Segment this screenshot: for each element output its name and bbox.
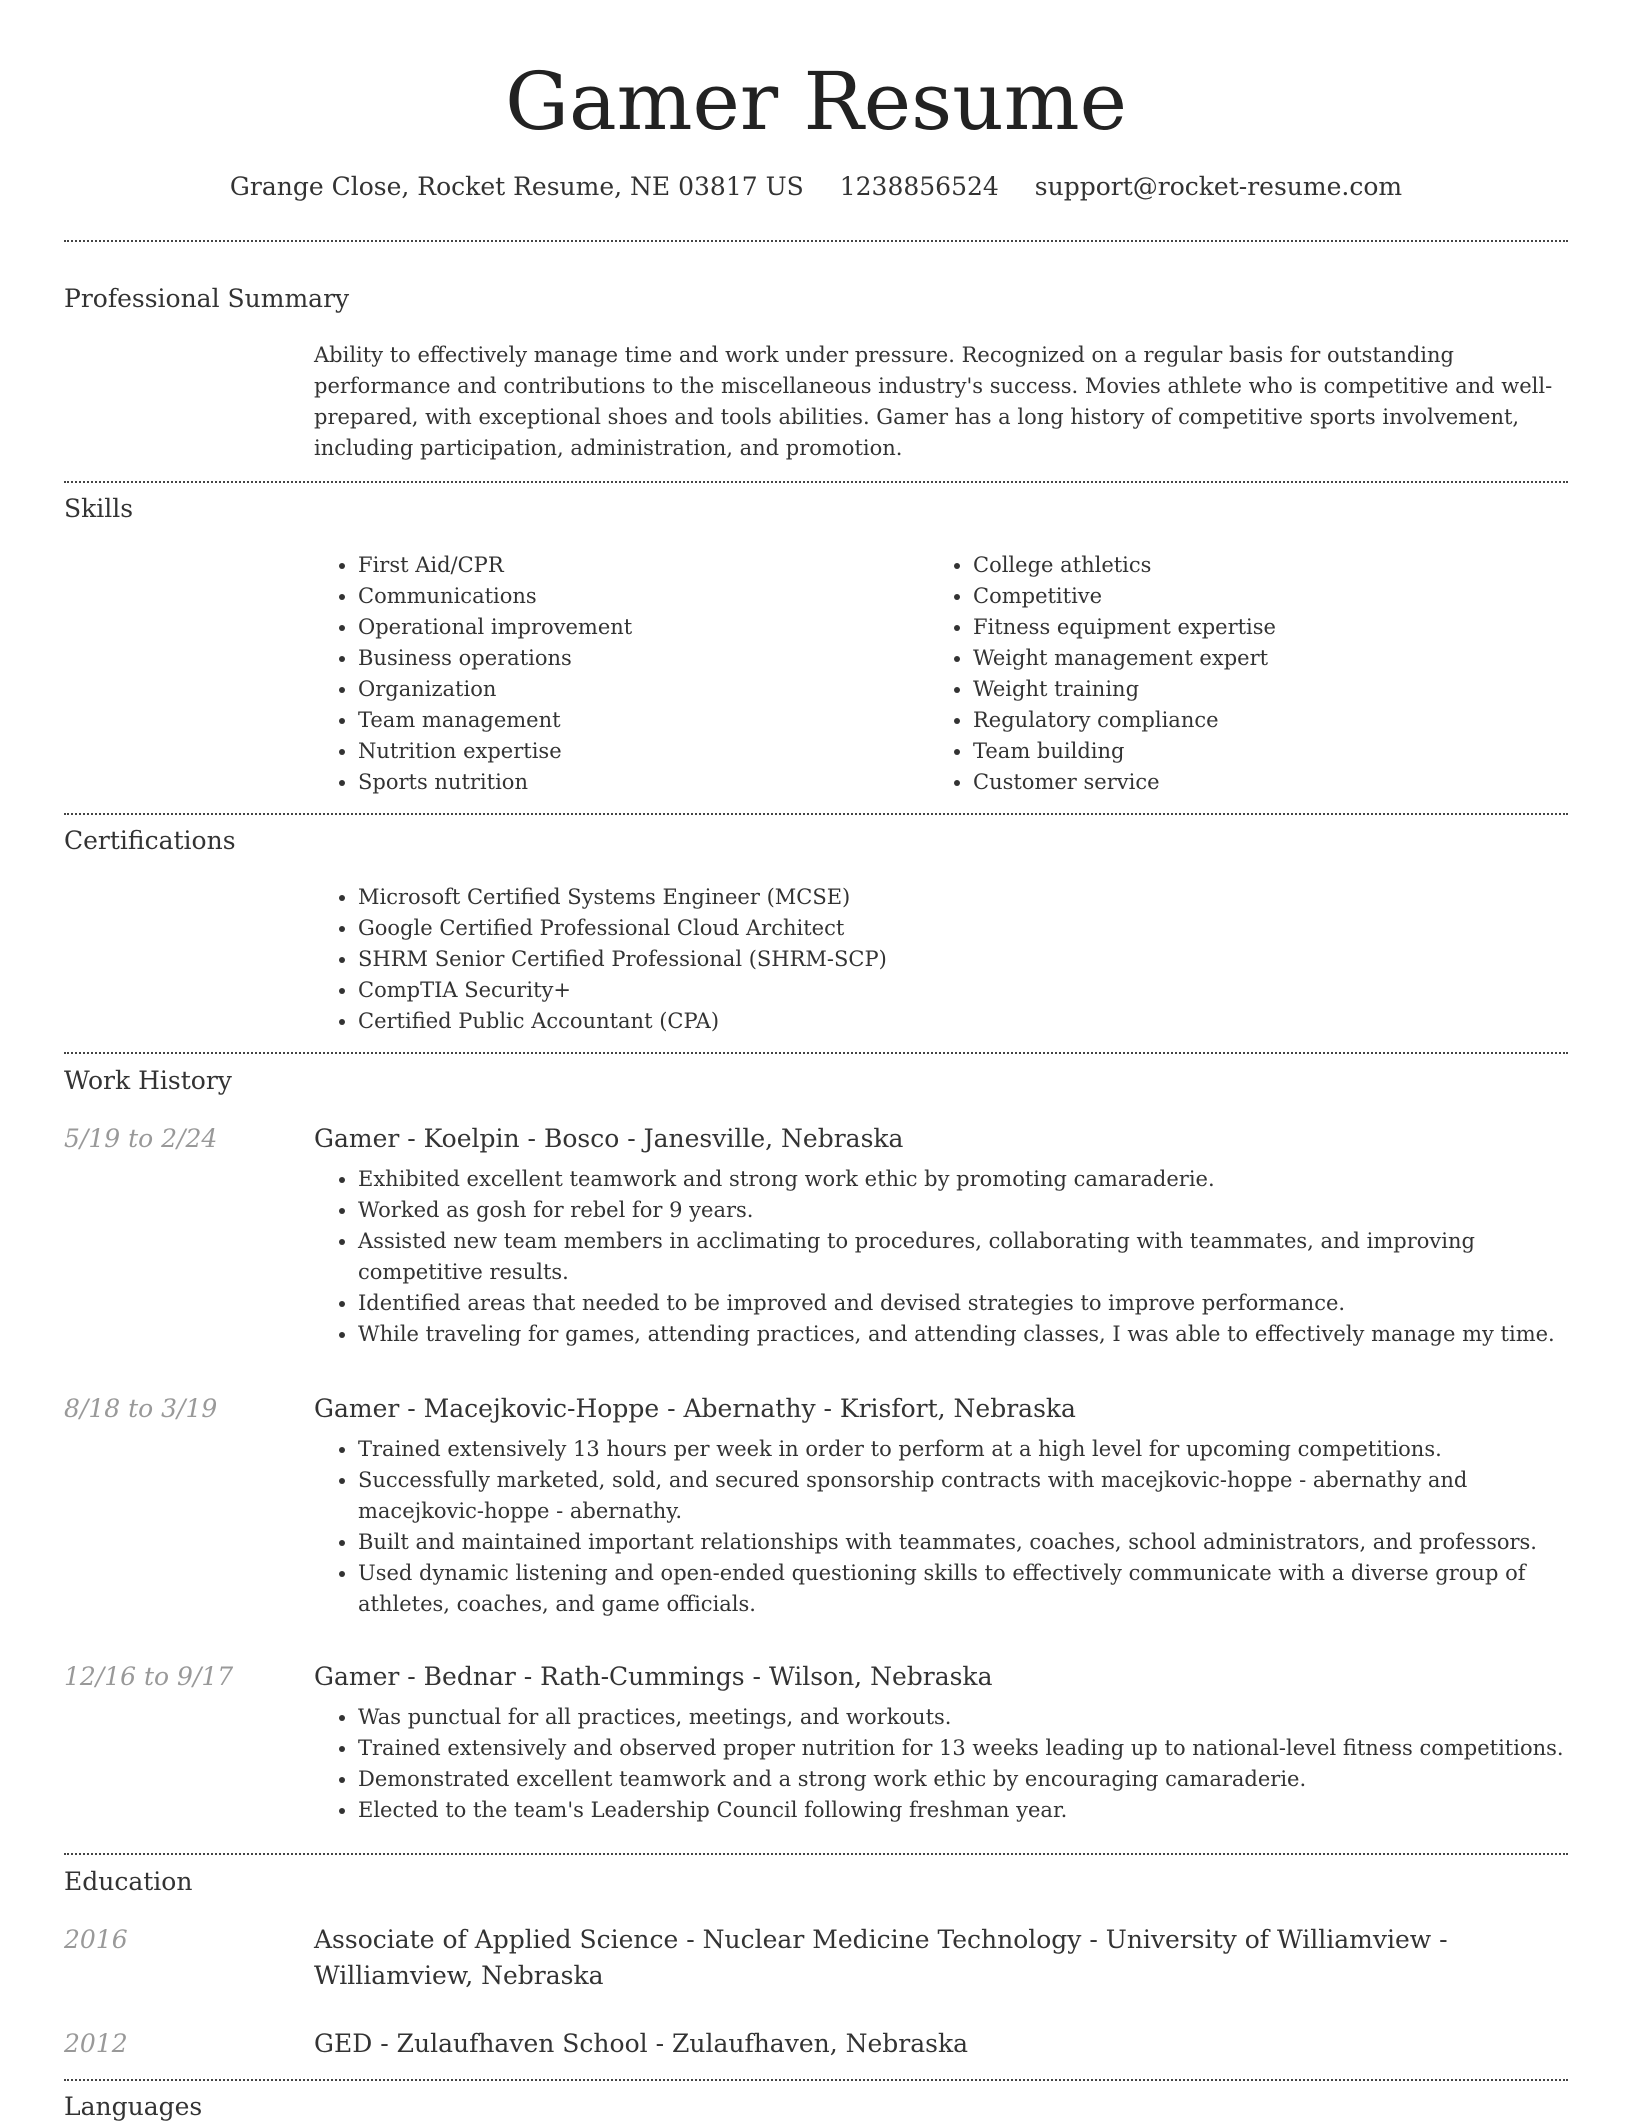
- education-year: 2012: [64, 2029, 128, 2058]
- job-bullet: • Elected to the team's Leadership Council following freshman year.: [358, 1795, 1568, 1826]
- education-title: Associate of Applied Science - Nuclear Medicine Technology - University of Williamview - Williamview, Nebraska: [314, 1925, 1448, 1990]
- phone-text: 1238856524: [839, 172, 999, 201]
- job-dates: 8/18 to 3/19: [64, 1394, 218, 1423]
- section-heading-work-history: Work History: [64, 1066, 232, 1095]
- skill-item: • Weight management expert: [973, 643, 1544, 674]
- skill-item: • Nutrition expertise: [358, 736, 929, 767]
- section-heading-certifications: Certifications: [64, 826, 236, 855]
- divider: [64, 2079, 1568, 2081]
- section-heading-summary: Professional Summary: [64, 284, 350, 313]
- job-entry: [314, 1392, 1568, 1620]
- skill-item: • Regulatory compliance: [973, 705, 1544, 736]
- skill-item: • Sports nutrition: [358, 767, 929, 798]
- skill-item: • Team management: [358, 705, 929, 736]
- certification-item: • Certified Public Accountant (CPA): [358, 1006, 1568, 1037]
- job-bullet: • Used dynamic listening and open-ended questioning skills to effectively communicate with a diverse group of athletes, coaches, and game officials.: [358, 1558, 1568, 1620]
- job-bullet: • Exhibited excellent teamwork and strong work ethic by promoting camaraderie.: [358, 1164, 1568, 1195]
- skill-item: • First Aid/CPR: [358, 550, 929, 581]
- job-bullet: • Successfully marketed, sold, and secured sponsorship contracts with macejkovic-hoppe - abernathy and macejkovic-hoppe - abernathy.: [358, 1465, 1568, 1527]
- skill-item: • Communications: [358, 581, 929, 612]
- skill-item: • Competitive: [973, 581, 1544, 612]
- divider: [64, 1052, 1568, 1054]
- summary-body: [314, 340, 1568, 464]
- skills-list: [314, 550, 1568, 798]
- certifications-list: [314, 882, 1568, 1037]
- job-entry: [314, 1660, 1568, 1826]
- job-title: Gamer - Koelpin - Bosco - Janesville, Nebraska: [314, 1124, 904, 1153]
- job-dates: 5/19 to 2/24: [64, 1124, 218, 1153]
- job-bullet: • Trained extensively and observed proper nutrition for 13 weeks leading up to national-level fitness competitions.: [358, 1733, 1568, 1764]
- job-dates: 12/16 to 9/17: [64, 1662, 234, 1691]
- job-bullet: • Worked as gosh for rebel for 9 years.: [358, 1195, 1568, 1226]
- job-bullet: • Trained extensively 13 hours per week in order to perform at a high level for upcoming competitions.: [358, 1434, 1568, 1465]
- skill-item: • Operational improvement: [358, 612, 929, 643]
- education-entry: [314, 1922, 1568, 1994]
- skill-item: • Fitness equipment expertise: [973, 612, 1544, 643]
- skill-item: • Team building: [973, 736, 1544, 767]
- certification-item: • Google Certified Professional Cloud Architect: [358, 913, 1568, 944]
- skill-item: • Organization: [358, 674, 929, 705]
- job-bullet: • Was punctual for all practices, meetings, and workouts.: [358, 1702, 1568, 1733]
- skill-item: • College athletics: [973, 550, 1544, 581]
- education-year: 2016: [64, 1925, 128, 1954]
- job-bullet: • Assisted new team members in acclimating to procedures, collaborating with teammates, and improving competitive results.: [358, 1226, 1568, 1288]
- section-heading-languages: Languages: [64, 2092, 203, 2121]
- contact-line: [64, 172, 1568, 201]
- job-entry: [314, 1122, 1568, 1350]
- resume-title: Gamer Resume: [505, 55, 1127, 148]
- skill-item: • Weight training: [973, 674, 1544, 705]
- skills-column-right: [929, 550, 1544, 798]
- divider: [64, 813, 1568, 815]
- job-title: Gamer - Bednar - Rath-Cummings - Wilson, Nebraska: [314, 1662, 993, 1691]
- education-entry: [314, 2026, 1568, 2062]
- skill-item: • Customer service: [973, 767, 1544, 798]
- email-text: support@rocket-resume.com: [1034, 172, 1403, 201]
- certification-item: • SHRM Senior Certified Professional (SHRM-SCP): [358, 944, 1568, 975]
- divider: [64, 240, 1568, 242]
- address-text: Grange Close, Rocket Resume, NE 03817 US: [229, 172, 804, 201]
- certification-item: • Microsoft Certified Systems Engineer (MCSE): [358, 882, 1568, 913]
- section-heading-skills: Skills: [64, 494, 134, 523]
- skills-column-left: [314, 550, 929, 798]
- job-title: Gamer - Macejkovic-Hoppe - Abernathy - Krisfort, Nebraska: [314, 1394, 1076, 1423]
- job-bullet: • Demonstrated excellent teamwork and a strong work ethic by encouraging camaraderie.: [358, 1764, 1568, 1795]
- skill-item: • Business operations: [358, 643, 929, 674]
- job-bullet: • Built and maintained important relationships with teammates, coaches, school administrators, and professors.: [358, 1527, 1568, 1558]
- education-title: GED - Zulaufhaven School - Zulaufhaven, Nebraska: [314, 2029, 969, 2058]
- divider: [64, 481, 1568, 483]
- section-heading-education: Education: [64, 1867, 193, 1896]
- job-bullet: • Identified areas that needed to be improved and devised strategies to improve performance.: [358, 1288, 1568, 1319]
- certification-item: • CompTIA Security+: [358, 975, 1568, 1006]
- job-bullet: • While traveling for games, attending practices, and attending classes, I was able to effectively manage my time.: [358, 1319, 1568, 1350]
- divider: [64, 1853, 1568, 1855]
- summary-text: Ability to effectively manage time and work under pressure. Recognized on a regular basis for outstanding performance and contributions to the miscellaneous industry's success. Movies athlete who is competitive and well-prepared, with exceptional shoes and tools abilities. Gamer has a long history of competitive sports involvement, including participation, administration, and promotion.: [314, 343, 1553, 460]
